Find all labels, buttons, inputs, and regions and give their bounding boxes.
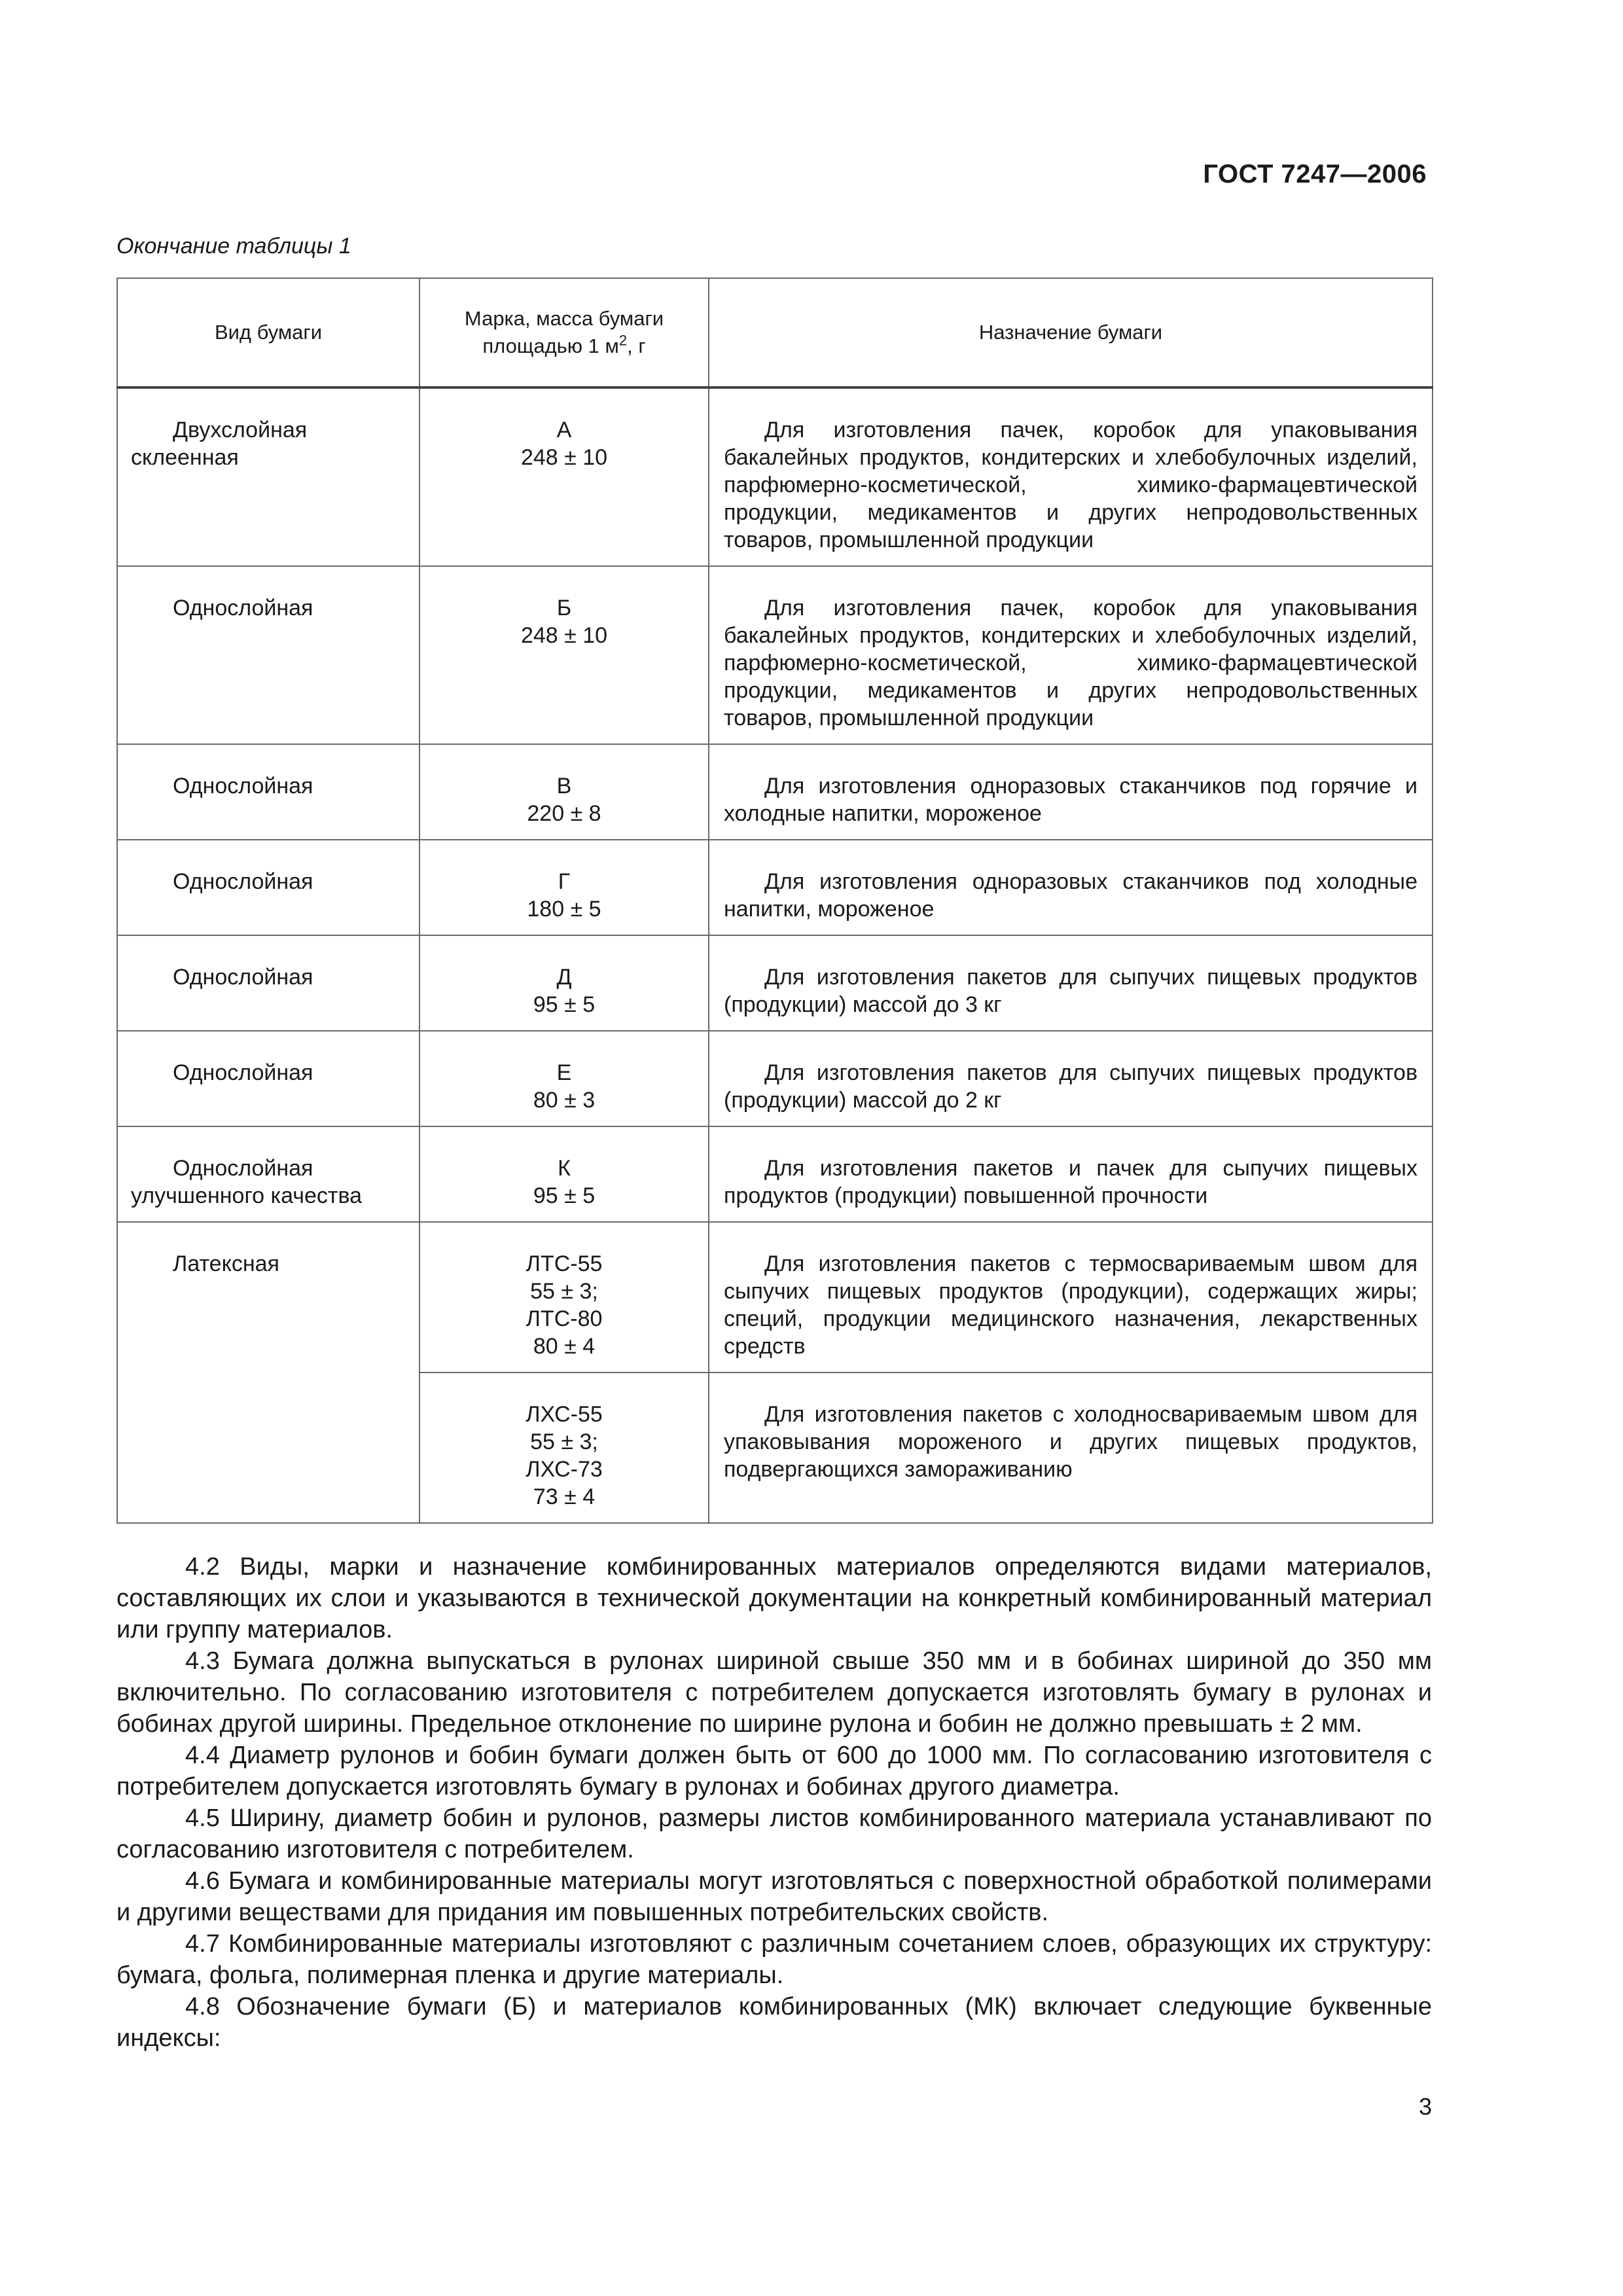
table-row bbox=[117, 1126, 1433, 1222]
cell-paper-type: Однослойная bbox=[117, 840, 419, 935]
table-row bbox=[117, 387, 1433, 566]
grade-line: 80 ± 4 bbox=[533, 1334, 596, 1359]
cell-purpose: Для изготовления одноразовых стаканчиков под горячие и холодные напитки, мороженое bbox=[709, 744, 1433, 840]
grade-line: 220 ± 8 bbox=[527, 801, 601, 826]
page-number: 3 bbox=[1418, 2093, 1432, 2120]
cell-purpose: Для изготовления пакетов для сыпучих пищевых продуктов (продукции) массой до 2 кг bbox=[709, 1031, 1433, 1126]
grade-line: Е bbox=[556, 1060, 572, 1085]
grade-line: 95 ± 5 bbox=[533, 992, 596, 1017]
cell-grade-mass bbox=[419, 935, 709, 1031]
table-header-row bbox=[117, 278, 1433, 387]
standard-code: ГОСТ 7247—2006 bbox=[1203, 160, 1427, 188]
cell-grade-mass bbox=[419, 387, 709, 566]
cell-purpose: Для изготовления пачек, коробок для упаковывания бакалейных продуктов, кондитерских и хлебобулочных изделий, парфюмерно-косметической, химико-фармацевтической продукции, медикаментов и других непродовольственных товаров, промышленной продукции bbox=[709, 387, 1433, 566]
cell-paper-type: Однослойная bbox=[117, 744, 419, 840]
cell-paper-type: Двухслойная склеенная bbox=[117, 387, 419, 566]
grade-line: Б bbox=[556, 596, 572, 620]
paragraph: 4.5 Ширину, диаметр бобин и рулонов, размеры листов комбинированного материала устанавливают по согласованию изготовителя с потребителем. bbox=[116, 1804, 1432, 1863]
header-grade: Марка, масса бумаги площадью 1 $м^2$, г bbox=[419, 278, 709, 387]
paragraph: 4.3 Бумага должна выпускаться в рулонах шириной свыше 350 мм и в бобинах шириной до 350 мм включительно. По согласованию изготовителя с потребителем допускается изготовлять бумагу в рулонах и бобинах другой ширины. Предельное отклонение по ширине рулона и бобин не должно превышать ± 2 мм. bbox=[116, 1647, 1432, 1738]
grade-line: ЛТС-80 bbox=[526, 1306, 603, 1331]
cell-purpose: Для изготовления пачек, коробок для упаковывания бакалейных продуктов, кондитерских и хлебобулочных изделий, парфюмерно-косметической, химико-фармацевтической продукции, медикаментов и других непродовольственных товаров, промышленной продукции bbox=[709, 566, 1433, 744]
grade-line: В bbox=[556, 774, 572, 798]
grade-line: К bbox=[558, 1156, 571, 1181]
table-row bbox=[117, 1031, 1433, 1126]
grade-line: А bbox=[556, 418, 572, 442]
grade-line: 180 ± 5 bbox=[527, 897, 601, 922]
cell-paper-type: Латексная bbox=[117, 1222, 419, 1523]
table-row bbox=[117, 566, 1433, 744]
grade-line: Д bbox=[556, 965, 572, 990]
paper-types-table bbox=[116, 278, 1433, 1524]
grade-line: 73 ± 4 bbox=[533, 1484, 596, 1509]
cell-purpose: Для изготовления пакетов и пачек для сыпучих пищевых продуктов (продукции) повышенной прочности bbox=[709, 1126, 1433, 1222]
grade-line: Г bbox=[558, 869, 571, 894]
cell-purpose: Для изготовления пакетов с холодносвариваемым швом для упаковывания мороженого и других пищевых продуктов, подвергающихся замораживанию bbox=[709, 1372, 1433, 1523]
header-purpose: Назначение бумаги bbox=[709, 278, 1433, 387]
grade-line: 248 ± 10 bbox=[520, 623, 608, 648]
cell-paper-type: Однослойная bbox=[117, 1031, 419, 1126]
table-row bbox=[117, 1222, 1433, 1372]
cell-grade-mass bbox=[419, 1126, 709, 1222]
grade-line: ЛХС-55 bbox=[526, 1402, 603, 1427]
header-type: Вид бумаги bbox=[117, 278, 419, 387]
paragraph: 4.8 Обозначение бумаги (Б) и материалов комбинированных (МК) включает следующие буквенные индексы: bbox=[116, 1993, 1432, 2052]
grade-line: 80 ± 3 bbox=[533, 1088, 596, 1113]
paragraph: 4.7 Комбинированные материалы изготовляют с различным сочетанием слоев, образующих их структуру: бумага, фольга, полимерная пленка и другие материалы. bbox=[116, 1930, 1432, 1989]
cell-grade-mass bbox=[419, 1031, 709, 1126]
table-row bbox=[117, 744, 1433, 840]
table-row bbox=[117, 840, 1433, 935]
cell-grade-mass bbox=[419, 840, 709, 935]
cell-grade-mass bbox=[419, 1222, 709, 1372]
table-caption: Окончание таблицы 1 bbox=[116, 234, 351, 259]
paragraph: 4.4 Диаметр рулонов и бобин бумаги должен быть от 600 до 1000 мм. По согласованию изготовителя с потребителем допускается изготовлять бумагу в рулонах и бобинах другого диаметра. bbox=[116, 1742, 1432, 1801]
table-row bbox=[117, 935, 1433, 1031]
cell-paper-type: Однослойная улучшенного качества bbox=[117, 1126, 419, 1222]
paragraph: 4.2 Виды, марки и назначение комбинированных материалов определяются видами материалов, составляющих их слои и указываются в технической документации на конкретный комбинированный материал или группу материалов. bbox=[116, 1553, 1432, 1643]
cell-paper-type: Однослойная bbox=[117, 935, 419, 1031]
grade-line: 55 ± 3; bbox=[530, 1429, 598, 1454]
cell-grade-mass bbox=[419, 744, 709, 840]
paragraph: 4.6 Бумага и комбинированные материалы могут изготовляться с поверхностной обработкой полимерами и другими веществами для придания им повышенных потребительских свойств. bbox=[116, 1867, 1432, 1926]
cell-grade-mass bbox=[419, 566, 709, 744]
cell-purpose: Для изготовления одноразовых стаканчиков под холодные напитки, мороженое bbox=[709, 840, 1433, 935]
cell-paper-type: Однослойная bbox=[117, 566, 419, 744]
grade-line: ЛТС-55 bbox=[526, 1251, 603, 1276]
cell-purpose: Для изготовления пакетов для сыпучих пищевых продуктов (продукции) массой до 3 кг bbox=[709, 935, 1433, 1031]
body-text bbox=[116, 1551, 1432, 2054]
grade-line: 55 ± 3; bbox=[530, 1279, 598, 1304]
grade-line: 248 ± 10 bbox=[520, 445, 608, 470]
cell-purpose: Для изготовления пакетов с термосвариваемым швом для сыпучих пищевых продуктов (продукции), содержащих жиры; специй, продукции медицинского назначения, лекарственных средств bbox=[709, 1222, 1433, 1372]
cell-grade-mass bbox=[419, 1372, 709, 1523]
grade-line: ЛХС-73 bbox=[526, 1457, 603, 1482]
grade-line: 95 ± 5 bbox=[533, 1183, 596, 1208]
